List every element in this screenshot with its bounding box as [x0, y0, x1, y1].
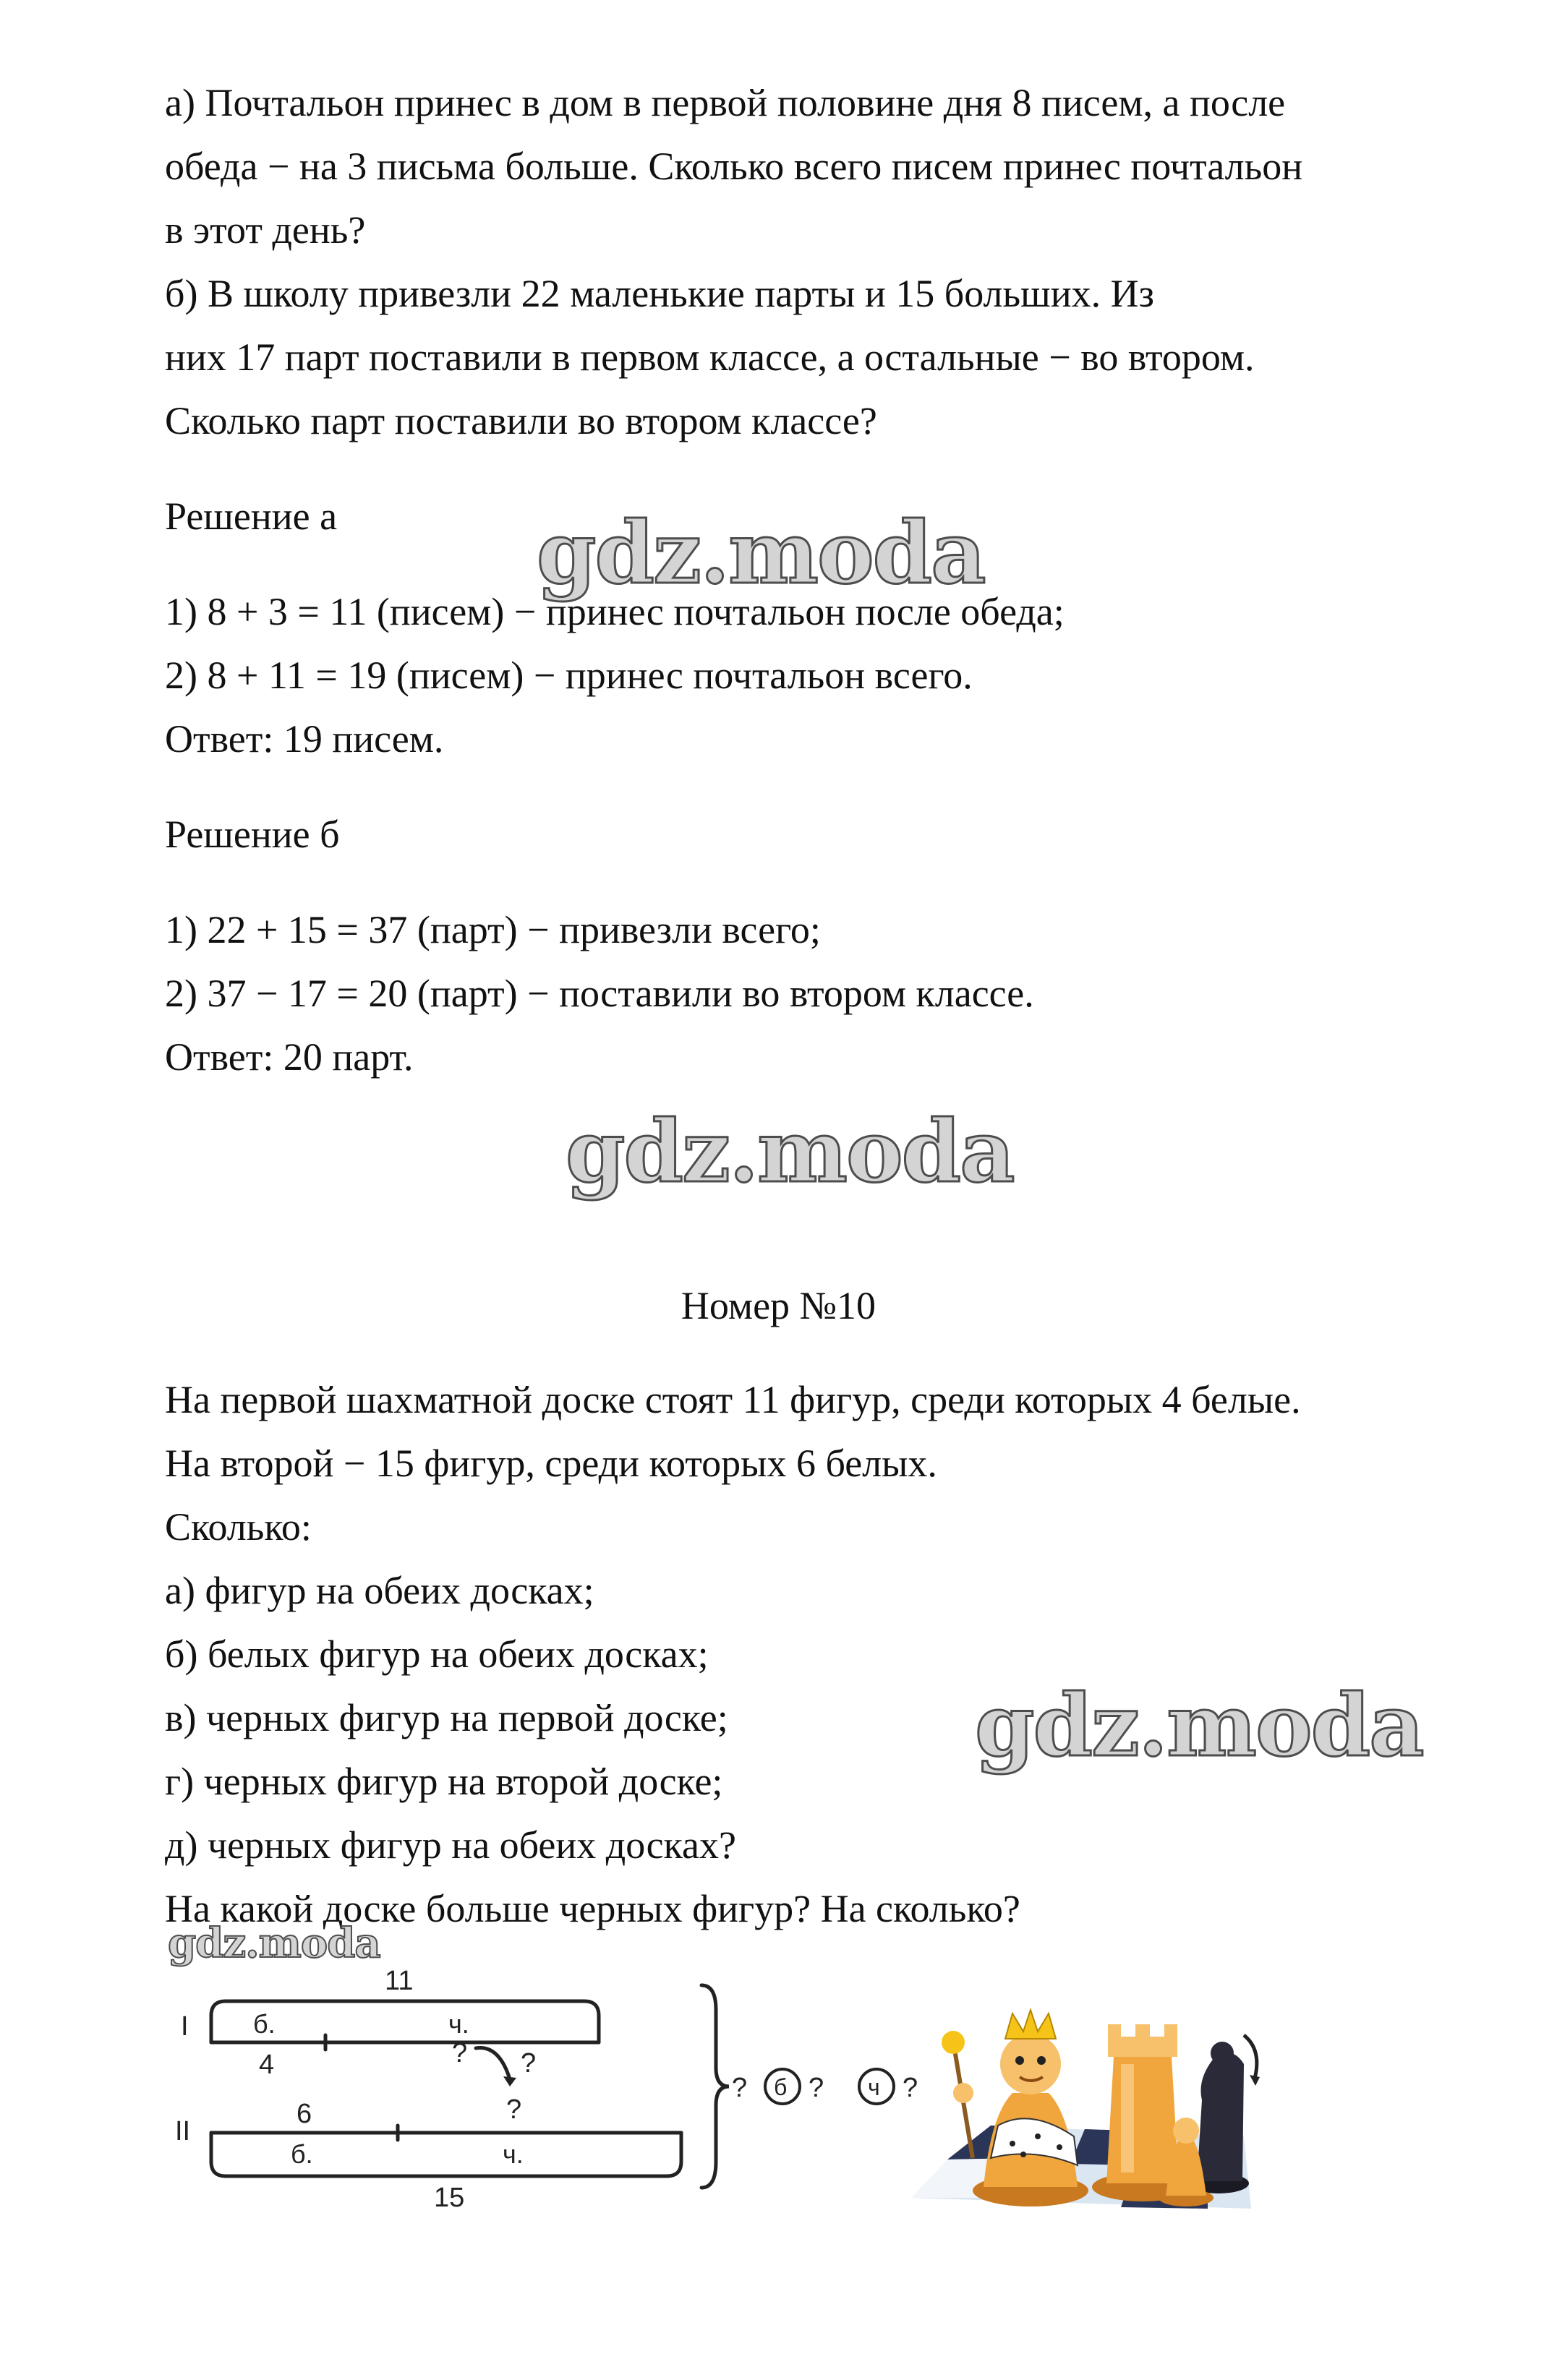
row1-black-question: ?: [452, 2038, 468, 2068]
solution-b-answer: Ответ: 20 парт.: [165, 1035, 414, 1079]
problem-10-item-g: г) черных фигур на второй доске;: [165, 1760, 723, 1803]
watermark-2: gdz.moda: [566, 1101, 1014, 1202]
problem-10-line-3: Сколько:: [165, 1505, 312, 1549]
total-question: ?: [732, 2073, 748, 2103]
row2-white-value: 6: [297, 2099, 312, 2129]
problem-a-line-2: обеда − на 3 письма больше. Сколько всего писем принес почтальон: [165, 145, 1303, 188]
solution-b-step-1: 1) 22 + 15 = 37 (парт) − привезли всего;: [165, 908, 821, 951]
solution-a-title: Решение а: [165, 495, 338, 538]
problem-10-item-a: а) фигур на обеих досках;: [165, 1569, 594, 1612]
row1-label: I: [181, 2011, 189, 2042]
problem-10-heading: Номер №10: [681, 1284, 876, 1327]
row2-label: II: [175, 2116, 191, 2146]
compare-arrow: [476, 2048, 510, 2079]
black-question: ?: [903, 2073, 918, 2103]
segment-diagram: [159, 1952, 969, 2227]
total1-label: 11: [385, 1966, 414, 1996]
row2-black-question: ?: [506, 2094, 522, 2125]
problem-10-question: На какой доске больше черных фигур? На сколько?: [165, 1887, 1020, 1930]
problem-10-line-2: На второй − 15 фигур, среди которых 6 белых.: [165, 1442, 937, 1485]
problem-b-line-1: б) В школу привезли 22 маленькие парты и 15 больших. Из: [165, 272, 1154, 315]
crown-icon: [1005, 2010, 1056, 2039]
problem-10-line-1: На первой шахматной доске стоят 11 фигур, среди которых 4 белые.: [165, 1378, 1301, 1421]
problem-10-item-v: в) черных фигур на первой доске;: [165, 1696, 728, 1739]
compare-arrowhead: [503, 2076, 516, 2086]
problem-b-line-2: них 17 парт поставили в первом классе, а остальные − во втором.: [165, 335, 1255, 379]
solution-b-title: Решение б: [165, 813, 340, 856]
solution-b-step-2: 2) 37 − 17 = 20 (парт) − поставили во втором классе.: [165, 972, 1034, 1015]
row2-white-label: б.: [291, 2139, 313, 2169]
problem-b-line-3: Сколько парт поставили во втором классе?: [165, 399, 877, 442]
problem-a-line-3: в этот день?: [165, 208, 366, 252]
row2-segment: [211, 2133, 681, 2176]
watermark-1: gdz.moda: [537, 502, 985, 603]
chess-pieces-illustration: [904, 1970, 1266, 2216]
watermark-4: gdz.moda: [168, 1919, 380, 1967]
solution-a-answer: Ответ: 19 писем.: [165, 717, 444, 761]
row1-white-value: 4: [259, 2050, 275, 2080]
difference-question: ?: [521, 2048, 537, 2079]
right-brace: [701, 1985, 729, 2188]
row1-black-label: ч.: [448, 2009, 469, 2039]
problem-10-item-d: д) черных фигур на обеих досках?: [165, 1823, 736, 1867]
solution-a-step-1: 1) 8 + 3 = 11 (писем) − принес почтальон после обеда;: [165, 590, 1065, 633]
problem-10-item-b: б) белых фигур на обеих досках;: [165, 1632, 709, 1676]
total2-label: 15: [434, 2183, 465, 2213]
problem-a-line-1: а) Почтальон принес в дом в первой половине дня 8 писем, а после: [165, 81, 1286, 124]
white-question: ?: [809, 2073, 824, 2103]
white-circle-label: б: [774, 2074, 788, 2100]
solution-a-step-2: 2) 8 + 11 = 19 (писем) − принес почтальон всего.: [165, 654, 973, 697]
black-circle-label: ч: [868, 2074, 880, 2100]
row2-black-label: ч.: [503, 2139, 524, 2169]
row1-white-label: б.: [253, 2009, 276, 2039]
watermark-3: gdz.moda: [975, 1675, 1423, 1776]
